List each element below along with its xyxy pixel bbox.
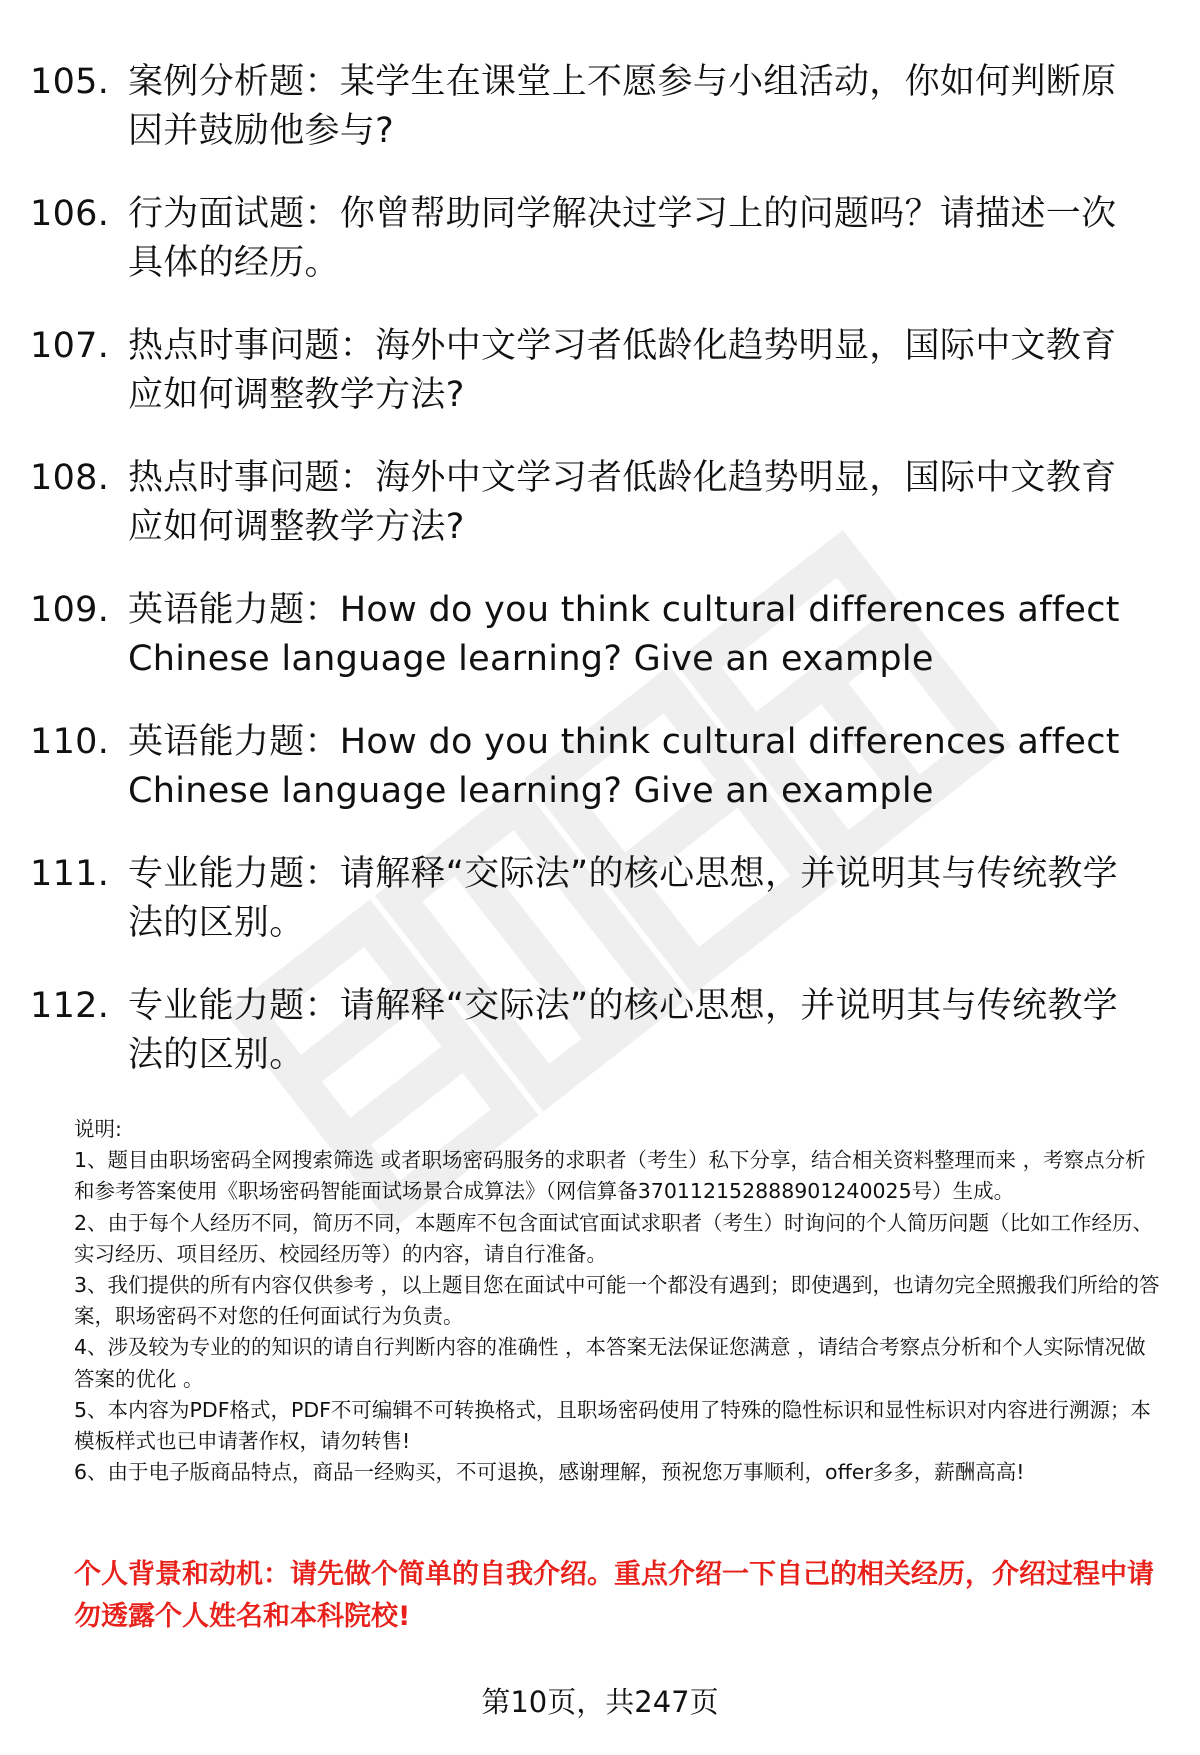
question-number: 110. (30, 722, 110, 762)
question-item (30, 718, 1140, 850)
question-number: 112. (30, 986, 110, 1026)
note-item: 5、本内容为PDF格式，PDF不可编辑不可转换格式，且职场密码使用了特殊的隐性标识和显性标识对内容进行溯源；本模板样式也已申请著作权，请勿转售! (74, 1397, 1151, 1454)
question-item (30, 586, 1140, 718)
question-text: 热点时事问题：海外中文学习者低龄化趋势明显，国际中文教育应如何调整教学方法? (128, 458, 1117, 547)
question-number: 109. (30, 590, 110, 630)
note-item: 6、由于电子版商品特点，商品一经购买，不可退换，感谢理解，预祝您万事顺利，offer多多，薪酬高高! (74, 1460, 1025, 1485)
page-footer: 第10页，共247页 (481, 1685, 719, 1719)
question-item (30, 982, 1140, 1114)
question-text: 案例分析题：某学生在课堂上不愿参与小组活动，你如何判断原因并鼓励他参与? (128, 62, 1117, 151)
question-text: 英语能力题：How do you think cultural differences affect Chinese language learning? Give an example (128, 722, 1120, 811)
question-number: 106. (30, 194, 110, 234)
question-text: 热点时事问题：海外中文学习者低龄化趋势明显，国际中文教育应如何调整教学方法? (128, 326, 1117, 415)
question-list (30, 58, 1140, 1114)
notes-heading: 说明: (74, 1117, 122, 1141)
question-item (30, 454, 1140, 586)
question-number: 107. (30, 326, 110, 366)
question-item (30, 322, 1140, 454)
note-item: 2、由于每个人经历不同，简历不同，本题库不包含面试官面试求职者（考生）时询问的个人简历问题（比如工作经历、实习经历、项目经历、校园经历等）的内容，请自行准备。 (74, 1210, 1154, 1266)
question-item (30, 190, 1140, 322)
note-item: 3、我们提供的所有内容仅供参考 ，以上题目您在面试中可能一个都没有遇到；即使遇到，也请勿完全照搬我们所给的答案，职场密码不对您的任何面试行为负责。 (74, 1273, 1160, 1329)
question-number: 108. (30, 458, 110, 498)
notes-section (74, 1114, 1164, 1488)
question-text: 专业能力题：请解释“交际法”的核心思想，并说明其与传统教学法的区别。 (128, 986, 1118, 1075)
question-item (30, 58, 1140, 190)
highlight-question: 个人背景和动机：请先做个简单的自我介绍。重点介绍一下自己的相关经历，介绍过程中请勿透露个人姓名和本科院校! (74, 1559, 1154, 1632)
question-text: 专业能力题：请解释“交际法”的核心思想，并说明其与传统教学法的区别。 (128, 854, 1118, 943)
note-item: 4、涉及较为专业的的知识的请自行判断内容的准确性 ，本答案无法保证您满意 ，请结合考察点分析和个人实际情况做答案的优化 。 (74, 1335, 1146, 1391)
question-number: 105. (30, 62, 110, 102)
note-item: 1、题目由职场密码全网搜索筛选 或者职场密码服务的求职者（考生）私下分享，结合相关资料整理而来 ，考察点分析和参考答案使用《职场密码智能面试场景合成算法》（网信算备370112152888901240025号）生成。 (74, 1148, 1146, 1204)
question-item (30, 850, 1140, 982)
question-text: 行为面试题：你曾帮助同学解决过学习上的问题吗？请描述一次具体的经历。 (128, 194, 1117, 283)
question-number: 111. (30, 854, 110, 894)
question-text: 英语能力题：How do you think cultural differences affect Chinese language learning? Give an example (128, 590, 1120, 679)
